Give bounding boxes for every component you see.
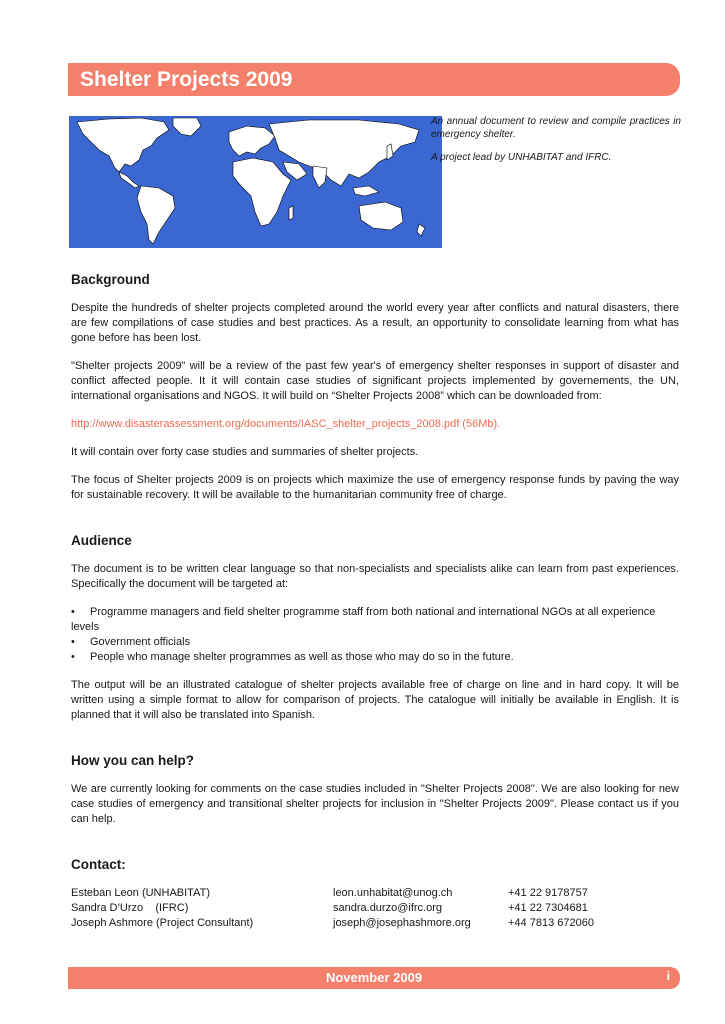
contact-table — [71, 886, 594, 931]
background-paragraph-3: It will contain over forty case studies and summaries of shelter projects. — [71, 446, 419, 458]
contact-heading: Contact: — [71, 857, 126, 872]
bullet-icon: • — [71, 606, 75, 618]
contact-email[interactable]: sandra.durzo@ifrc.org — [333, 902, 442, 914]
contact-email[interactable]: joseph@josephashmore.org — [333, 917, 471, 929]
audience-list — [71, 605, 679, 665]
contact-name: Esteban Leon (UNHABITAT) — [71, 887, 210, 899]
list-item-text: People who manage shelter programmes as well as those who may do so in the future. — [90, 651, 514, 663]
background-paragraph-4: The focus of Shelter projects 2009 is on projects which maximize the use of emergency response funds by paving the way for sustainable recovery. It will be available to the humanitarian community free of charge. — [71, 474, 679, 501]
main-content — [71, 271, 679, 931]
table-row — [71, 916, 594, 931]
intro-description: An annual document to review and compile practices in emergency shelter. — [431, 116, 681, 140]
contact-name: Sandra D’Urzo (IFRC) — [71, 902, 189, 914]
world-map-icon — [69, 116, 442, 248]
page-title: Shelter Projects 2009 — [80, 68, 293, 91]
bullet-icon: • — [71, 636, 75, 648]
table-row — [71, 886, 594, 901]
list-item-text: Programme managers and field shelter programme staff from both national and international NGOs at all experience levels — [71, 606, 656, 633]
contact-email[interactable]: leon.unhabitat@unog.ch — [333, 887, 453, 899]
background-paragraph-2: "Shelter projects 2009" will be a review of the past few year's of emergency shelter responses in support of disaster and conflict affected people. It it will contain case studies of significant projects implemented by governements, the UN, international organisations and NGOS. It will build on “Shelter Projects 2008” which can be downloaded from: — [71, 360, 679, 402]
help-heading: How you can help? — [71, 753, 195, 768]
download-link[interactable]: http://www.disasterassessment.org/documents/IASC_shelter_projects_2008.pdf (56Mb). — [71, 418, 501, 430]
page-number: i — [666, 969, 670, 983]
footer-banner — [68, 967, 680, 989]
audience-paragraph-1: The document is to be written clear language so that non-specialists and specialists alike can learn from past experiences. Specifically the document will be targeted at: — [71, 563, 679, 590]
footer-date: November 2009 — [325, 970, 423, 985]
title-banner — [68, 63, 680, 96]
background-paragraph-1: Despite the hundreds of shelter projects completed around the world every year after conflicts and natural disasters, there are few compilations of case studies and best practices. As a result, an opportunity to consolidate learning from what has gone before has been lost. — [71, 302, 679, 344]
help-paragraph: We are currently looking for comments on the case studies included in "Shelter Projects 2008". We are also looking for new case studies of emergency and transitional shelter projects for inclusion in "Shelter Projects 2009". Please contact us if you can help. — [71, 783, 679, 825]
audience-paragraph-2: The output will be an illustrated catalogue of shelter projects available free of charge on line and in hard copy. It will be written using a simple format to allow for comparison of projects. The catalogue will initially be available in English. It is planned that it will also be translated into Spanish. — [71, 679, 679, 721]
contact-phone: +44 7813 672060 — [508, 917, 594, 929]
list-item — [71, 635, 679, 650]
list-item — [71, 605, 679, 635]
contact-phone: +41 22 9178757 — [508, 887, 588, 899]
list-item-text: Government officials — [90, 636, 191, 648]
background-heading: Background — [71, 272, 150, 287]
table-row — [71, 901, 594, 916]
audience-heading: Audience — [71, 533, 132, 548]
intro-lead: A project lead by UNHABITAT and IFRC. — [431, 152, 612, 163]
contact-phone: +41 22 7304681 — [508, 902, 588, 914]
bullet-icon: • — [71, 651, 75, 663]
world-map-image — [69, 116, 442, 248]
intro-text — [431, 115, 681, 174]
contact-name: Joseph Ashmore (Project Consultant) — [71, 917, 254, 929]
list-item — [71, 650, 679, 665]
